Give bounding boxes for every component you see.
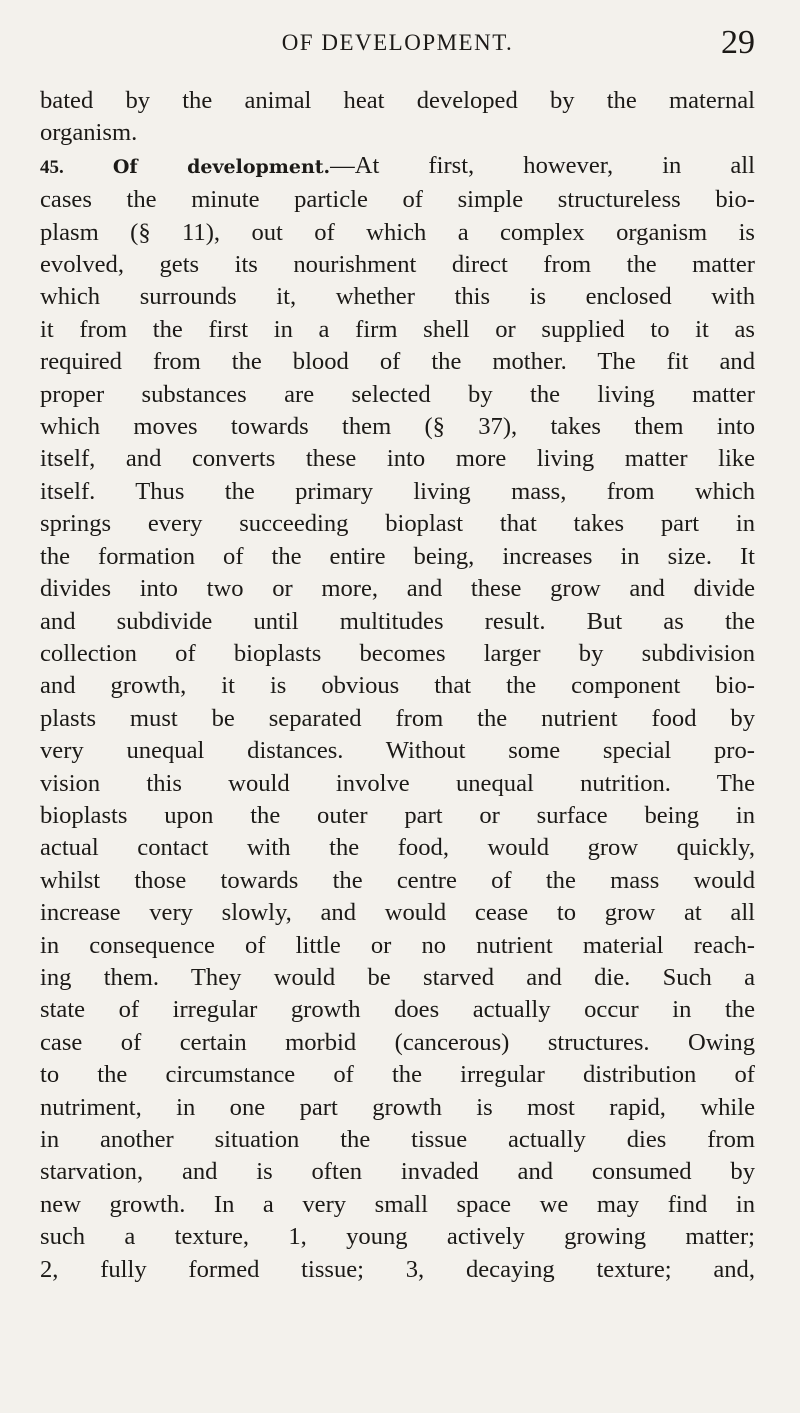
text-line: actual contact with the food, would grow quickly, bbox=[40, 834, 755, 862]
section-heading-line bbox=[40, 150, 755, 184]
text-line: increase very slowly, and would cease to grow at all bbox=[40, 899, 755, 927]
text-line: 2, fully formed tissue; 3, decaying texture; and, bbox=[40, 1255, 755, 1283]
text-line: divides into two or more, and these grow and divide bbox=[40, 575, 755, 603]
section-title: Of development. bbox=[112, 155, 331, 178]
text-line: bioplasts upon the outer part or surface being in bbox=[40, 801, 755, 829]
text-line: the formation of the entire being, increases in size. It bbox=[40, 542, 755, 570]
text-line: and growth, it is obvious that the component bio- bbox=[40, 672, 755, 700]
text-line: ing them. They would be starved and die. Such a bbox=[40, 963, 755, 991]
text-line: state of irregular growth does actually occur in the bbox=[40, 996, 755, 1024]
text-line: new growth. In a very small space we may find in bbox=[40, 1190, 755, 1218]
text-line: in another situation the tissue actually dies from bbox=[40, 1126, 755, 1153]
text-line: in consequence of little or no nutrient material reach- bbox=[40, 931, 755, 959]
running-head bbox=[40, 24, 755, 66]
text-line: collection of bioplasts becomes larger by subdivision bbox=[40, 639, 755, 667]
section-first-line: —At first, however, in all bbox=[330, 151, 755, 179]
text-line: starvation, and is often invaded and consumed by bbox=[40, 1158, 755, 1186]
text-line: to the circumstance of the irregular distribution of bbox=[40, 1061, 755, 1089]
text-line: which moves towards them (§ 37), takes them into bbox=[40, 413, 755, 441]
text-line: it from the first in a firm shell or supplied to it as bbox=[40, 315, 755, 343]
text-line: whilst those towards the centre of the mass would bbox=[40, 866, 755, 894]
text-line: which surrounds it, whether this is enclosed with bbox=[40, 283, 755, 311]
page-number: 29 bbox=[721, 24, 755, 61]
text-line: itself. Thus the primary living mass, from which bbox=[40, 477, 755, 505]
text-line: plasts must be separated from the nutrient food by bbox=[40, 704, 755, 732]
text-line: very unequal distances. Without some special pro- bbox=[40, 737, 755, 765]
text-line: itself, and converts these into more living matter like bbox=[40, 445, 755, 473]
text-line: case of certain morbid (cancerous) structures. Owing bbox=[40, 1028, 755, 1056]
text-line: organism. bbox=[40, 119, 138, 147]
text-line: cases the minute particle of simple structureless bio- bbox=[40, 186, 755, 214]
text-line: proper substances are selected by the living matter bbox=[40, 380, 755, 408]
text-line: plasm (§ 11), out of which a complex organism is bbox=[40, 218, 755, 246]
text-line: such a texture, 1, young actively growing matter; bbox=[40, 1223, 755, 1251]
text-line: nutriment, in one part growth is most rapid, while bbox=[40, 1093, 755, 1121]
text-line: evolved, gets its nourishment direct from the matter bbox=[40, 251, 755, 279]
text-line: vision this would involve unequal nutrition. The bbox=[40, 769, 755, 797]
text-line: and subdivide until multitudes result. But as the bbox=[40, 607, 755, 635]
running-title: OF DEVELOPMENT. bbox=[281, 30, 514, 55]
body-text bbox=[40, 85, 755, 1286]
text-line: bated by the animal heat developed by the maternal bbox=[40, 87, 755, 114]
text-line: springs every succeeding bioplast that takes part in bbox=[40, 510, 755, 538]
text-line: required from the blood of the mother. The fit and bbox=[40, 348, 755, 376]
section-number: 45. bbox=[40, 156, 64, 178]
